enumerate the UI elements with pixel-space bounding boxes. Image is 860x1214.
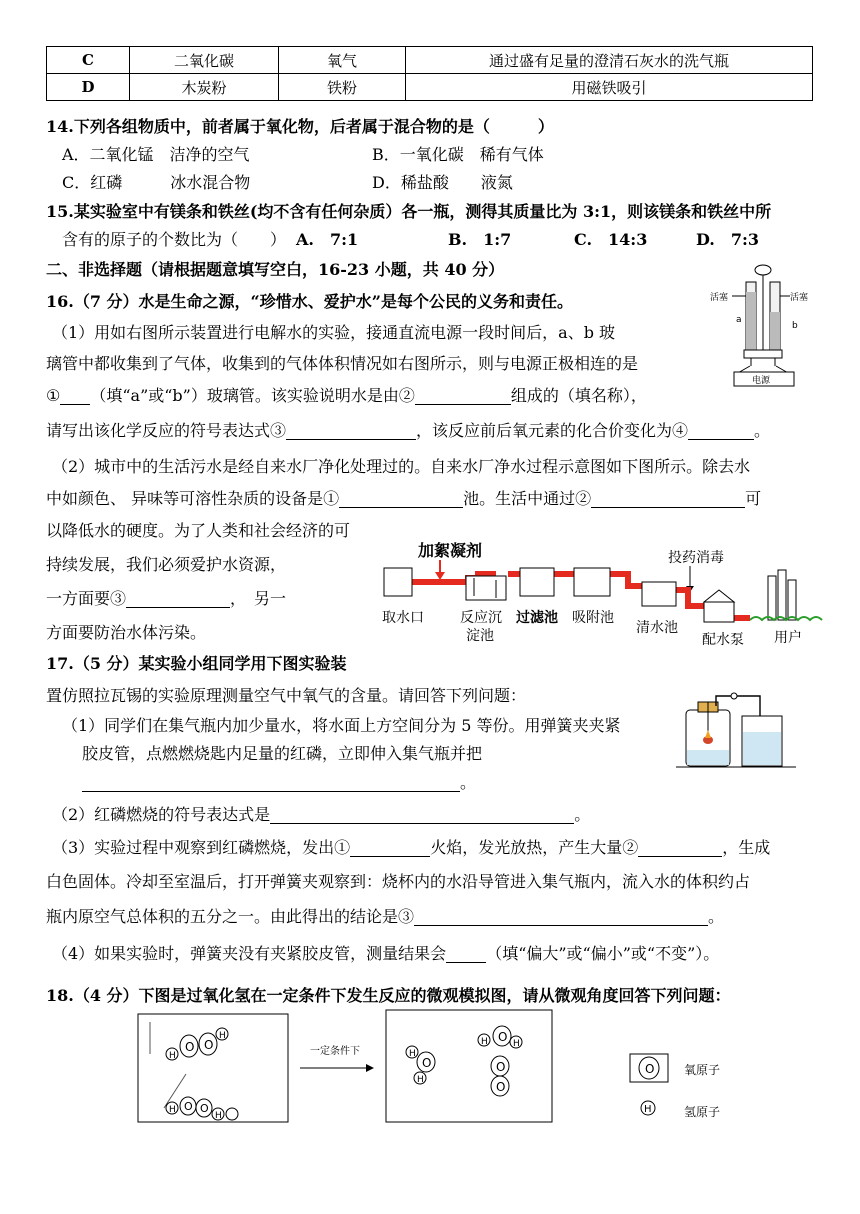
- q16-text: 中如颜色、 异味等可溶性杂质的设备是①: [46, 489, 340, 508]
- q16-text: 一方面要③: [46, 589, 127, 608]
- legend-hydrogen-label: 氢原子: [684, 1105, 721, 1119]
- q15-option-d: D. 7:3: [696, 230, 760, 249]
- answer-blank-11[interactable]: [638, 838, 722, 857]
- q17-text: （2）红磷燃烧的符号表达式是: [52, 805, 271, 824]
- q16-text: 组成的（填名称），: [510, 386, 647, 405]
- q16-text: ，该反应前后氧元素的化合价变化为④: [416, 421, 689, 440]
- q16-text: 请写出该化学反应的符号表达式③: [46, 421, 287, 440]
- q17-text: （4）如果实验时，弹簧夹没有夹紧胶皮管，测量结果会: [52, 944, 447, 963]
- hydrogen-atom: H: [169, 1051, 176, 1061]
- legend-hydrogen-symbol: H: [644, 1104, 652, 1115]
- q17-p3-line2: 白色固体。冷却至室温后，打开弹簧夹观察到：烧杯内的水沿导管进入集气瓶内，流入水的体积约占: [46, 872, 751, 891]
- answer-blank-3[interactable]: [286, 421, 416, 440]
- electrolysis-apparatus-figure: [706, 262, 816, 390]
- q16-p2-line2: [46, 486, 761, 509]
- oxygen-atom: O: [496, 1080, 506, 1094]
- answer-blank-6[interactable]: [591, 489, 745, 508]
- q16-p2-line4: 持续发展，我们必须爱护水资源，: [46, 555, 287, 574]
- hydrogen-peroxide-micro-figure: [136, 1008, 756, 1126]
- q17-text: （3）实验过程中观察到红磷燃烧，发出①: [52, 838, 351, 857]
- q14-option-a: A．二氧化锰 洁净的空气: [62, 145, 250, 164]
- cell-method: 通过盛有足量的澄清石灰水的洗气瓶: [406, 47, 813, 74]
- q16-text: 。: [754, 421, 771, 440]
- q17-p4: [52, 941, 719, 964]
- intake-label: 取水口: [382, 610, 424, 626]
- tube-label-a: a: [736, 315, 742, 325]
- oxygen-atom: O: [498, 1030, 508, 1044]
- answer-blank-5[interactable]: [339, 489, 463, 508]
- q18-stem: 18.（4 分）下图是过氧化氢在一定条件下发生反应的微观模拟图，请从微观角度回答下列问题：: [46, 986, 731, 1005]
- q14-option-b: B．一氧化碳 稀有气体: [372, 145, 544, 164]
- q17-text: 。: [460, 773, 477, 792]
- answer-blank-4[interactable]: [688, 421, 754, 440]
- legend-oxygen-symbol: O: [645, 1062, 655, 1076]
- q16-p1-line4: [46, 418, 770, 441]
- hydrogen-atom: H: [417, 1075, 424, 1085]
- q16-text: 可: [745, 489, 762, 508]
- q14-option-d: D．稀盐酸 液氮: [372, 173, 513, 192]
- q17-p2: [52, 802, 590, 825]
- oxygen-atom: O: [185, 1040, 195, 1054]
- answer-blank-8[interactable]: [82, 773, 460, 792]
- q17-stem-line1: 17.（5 分）某实验小组同学用下图实验装: [46, 654, 347, 673]
- oxygen-atom: O: [496, 1060, 506, 1074]
- q17-p1-line3: [82, 770, 476, 793]
- q17-text: ，生成: [722, 838, 771, 857]
- power-label: 电源: [752, 376, 771, 386]
- hydrogen-atom: H: [169, 1105, 176, 1115]
- settle-label-1: 反应沉: [460, 610, 502, 626]
- answer-blank-13[interactable]: [446, 944, 486, 963]
- row-letter: D: [47, 74, 130, 101]
- q17-p1-line1: （1）同学们在集气瓶内加少量水，将水面上方空间分为 5 等份。用弹簧夹夹紧: [62, 716, 621, 735]
- cell-substance: 二氧化碳: [130, 47, 279, 74]
- q17-p3-line1: [52, 835, 770, 858]
- cell-impurity: 氧气: [279, 47, 406, 74]
- oxygen-atom: O: [422, 1056, 432, 1070]
- q17-text: 。: [708, 907, 725, 926]
- hydrogen-atom: H: [219, 1031, 226, 1041]
- cell-substance: 木炭粉: [130, 74, 279, 101]
- pump-label: 配水泵: [702, 632, 744, 648]
- q16-p2-line6: 方面要防治水体污染。: [46, 623, 207, 642]
- oxygen-atom: O: [204, 1038, 214, 1052]
- hydrogen-atom: H: [481, 1037, 488, 1047]
- q16-text: ， 另一: [230, 589, 287, 608]
- oxygen-atom: O: [184, 1100, 193, 1113]
- answer-blank-10[interactable]: [350, 838, 430, 857]
- q16-text: （填“a”或“b”）玻璃管。该实验说明水是由②: [90, 386, 415, 405]
- cell-impurity: 铁粉: [279, 74, 406, 101]
- hydrogen-atom: H: [409, 1049, 416, 1059]
- section-heading: 二、非选择题（请根据题意填写空白，16-23 小题，共 40 分）: [46, 260, 505, 279]
- tube-label-b: b: [792, 321, 798, 331]
- q17-text: 火焰，发光放热，产生大量②: [430, 838, 639, 857]
- options-table: [46, 46, 813, 101]
- valve-label-left: 活塞: [710, 293, 729, 303]
- oxygen-measurement-apparatus-figure: [672, 660, 822, 772]
- q15-line1: 15.某实验室中有镁条和铁丝(均不含有任何杂质）各一瓶，测得其质量比为 3:1，则该镁条和铁丝中所: [46, 202, 772, 221]
- q17-p1-line2: 胶皮管，点燃燃烧匙内足量的红磷，立即伸入集气瓶并把: [82, 744, 483, 763]
- filter-label: 过滤池: [516, 610, 558, 626]
- q15-option-a: A. 7:1: [296, 230, 359, 249]
- oxygen-atom: O: [200, 1102, 209, 1115]
- table-row: [47, 47, 813, 74]
- row-letter: C: [47, 47, 130, 74]
- q15-line2: 含有的原子的个数比为（ ）: [62, 230, 287, 249]
- q16-stem: 16.（7 分）水是生命之源，“珍惜水、爱护水”是每个公民的义务和责任。: [46, 292, 573, 311]
- q16-p2-line1: （2）城市中的生活污水是经自来水厂净化处理过的。自来水厂净水过程示意图如下图所示。除去水: [52, 457, 751, 476]
- cell-method: 用磁铁吸引: [406, 74, 813, 101]
- q17-p3-line3: [46, 904, 724, 927]
- q15-option-c: C. 14:3: [574, 230, 648, 249]
- q17-stem-line2: 置仿照拉瓦锡的实验原理测量空气中氧气的含量。请回答下列问题：: [46, 686, 527, 705]
- answer-blank-2[interactable]: [415, 386, 511, 405]
- answer-blank-12[interactable]: [414, 907, 708, 926]
- q17-text: 。: [574, 805, 591, 824]
- q17-text: （填“偏大”或“偏小”或“不变”）。: [486, 944, 720, 963]
- q16-p1-line3: [46, 383, 647, 406]
- hydrogen-atom: H: [215, 1111, 222, 1121]
- answer-blank-7[interactable]: [126, 589, 230, 608]
- q16-p2-line3: 以降低水的硬度。为了人类和社会经济的可: [46, 521, 351, 540]
- hydrogen-atom: H: [513, 1039, 520, 1049]
- blank-number: ①: [46, 386, 61, 405]
- q17-text: 瓶内原空气总体积的五分之一。由此得出的结论是③: [46, 907, 415, 926]
- table-row: [47, 74, 813, 101]
- q16-p1-line2: 璃管中都收集到了气体，收集到的气体体积情况如右图所示，则与电源正极相连的是: [46, 354, 639, 373]
- q14-option-c: C．红磷 冰水混合物: [62, 173, 251, 192]
- disinfect-label: 投药消毒: [668, 550, 724, 566]
- adsorb-label: 吸附池: [572, 610, 614, 626]
- q16-text: 池。生活中通过②: [463, 489, 592, 508]
- q14-stem: 14.下列各组物质中，前者属于氧化物，后者属于混合物的是（ ）: [46, 117, 554, 136]
- reaction-condition-label: 一定条件下: [310, 1046, 360, 1057]
- water-treatment-flow-figure: [378, 536, 830, 652]
- settle-label-2: 淀池: [466, 628, 494, 644]
- clear-tank-label: 清水池: [636, 620, 678, 636]
- legend-oxygen-label: 氧原子: [684, 1063, 721, 1077]
- q16-p2-line5: [46, 586, 286, 609]
- q15-option-b: B. 1:7: [448, 230, 512, 249]
- valve-label-right: 活塞: [790, 293, 809, 303]
- answer-blank-9[interactable]: [270, 805, 574, 824]
- coagulant-label: 加絮凝剂: [418, 541, 483, 560]
- user-label: 用户: [774, 630, 802, 646]
- q16-p1-line1: （1）用如右图所示装置进行电解水的实验，接通直流电源一段时间后，a、b 玻: [52, 323, 616, 342]
- answer-blank-1[interactable]: [60, 386, 90, 405]
